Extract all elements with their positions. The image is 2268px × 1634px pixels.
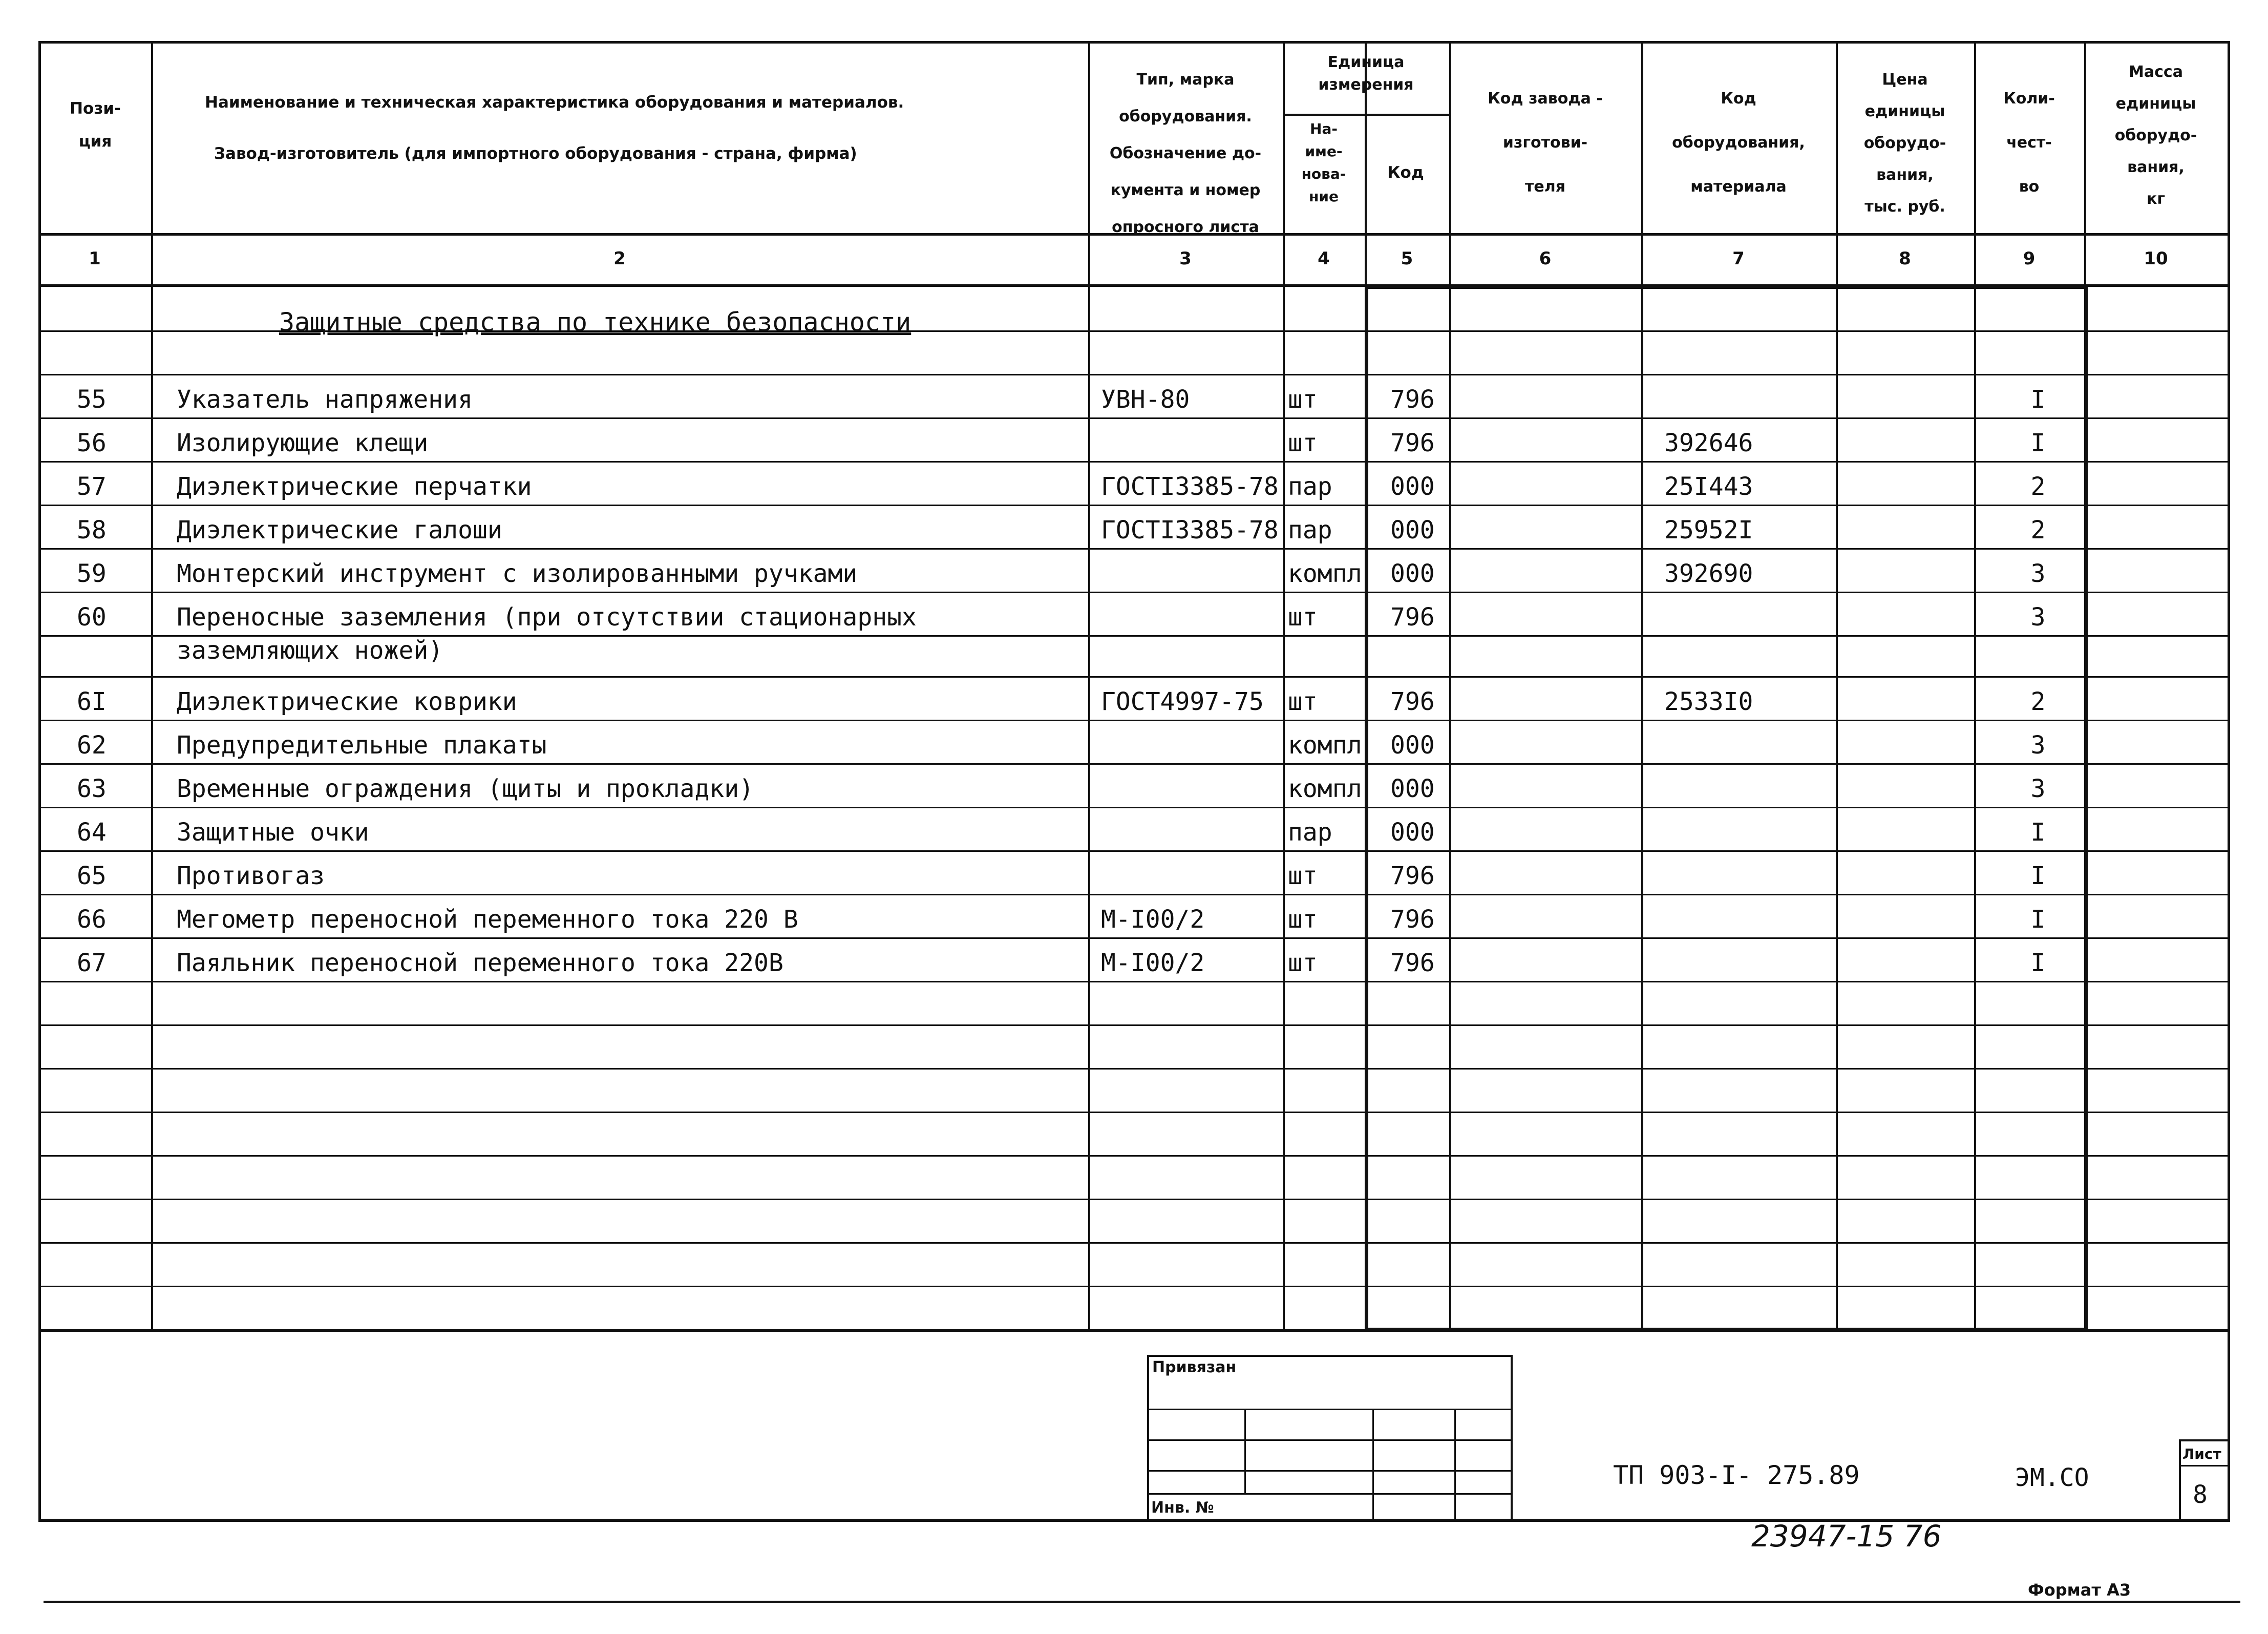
row-line [38,1112,2230,1113]
row-name: Временные ограждения (щиты и прокладки) [177,774,754,803]
column-divider [2228,41,2230,1519]
row-position: 6I [77,687,107,716]
row-unit: пар [1288,818,1332,847]
row-unit-code: 796 [1390,687,1435,716]
row-quantity: I [2030,949,2046,977]
row-unit-code: 796 [1390,603,1435,632]
row-position: 59 [77,559,107,588]
row-line [38,763,2230,765]
row-name: Защитные очки [177,818,369,847]
row-unit: шт [1288,949,1318,977]
row-line [38,807,2230,808]
row-line [38,720,2230,721]
column-number: 9 [2023,248,2036,269]
row-unit: пар [1288,472,1332,501]
row-name-continued: заземляющих ножей) [177,636,443,665]
row-line [38,1242,2230,1244]
header-position: Пози- ция [70,99,121,151]
row-name: Диэлектрические галоши [177,516,502,544]
row-unit-code: 000 [1390,559,1435,588]
stamp-line [1511,1355,1513,1519]
header-unit-group: Единица измерения [1318,53,1414,94]
row-position: 65 [77,862,107,890]
row-line [38,676,2230,678]
handwritten-number: 23947-15 76 [1751,1519,1942,1554]
column-number: 10 [2144,248,2168,269]
list-box-line [2179,1439,2181,1519]
row-unit: шт [1288,385,1318,414]
row-unit-code: 796 [1390,905,1435,934]
row-unit: пар [1288,516,1332,544]
header-quantity: Коли- чест- во [2003,90,2055,196]
header-mass: Масса единицы оборудо- вания, кг [2114,63,2197,208]
sheet-code: ЭМ.СО [2015,1463,2089,1492]
list-label: Лист [2182,1446,2221,1462]
row-line [38,505,2230,506]
row-line [38,894,2230,895]
page-bottom-line [44,1601,2240,1603]
row-type: М-I00/2 [1101,905,1205,934]
row-unit: компл [1288,559,1362,588]
row-quantity: 2 [2030,516,2046,544]
row-quantity: I [2030,429,2046,457]
row-equipment-code: 25I443 [1664,472,1753,501]
row-unit: шт [1288,429,1318,457]
row-line [38,981,2230,982]
row-unit-code: 000 [1390,818,1435,847]
row-unit-code: 796 [1390,862,1435,890]
row-unit-code: 796 [1390,429,1435,457]
row-line [38,374,2230,375]
column-number: 1 [89,248,101,269]
header-name-line2: Завод-изготовитель (для импортного оборудования - страна, фирма) [214,144,857,163]
column-number: 8 [1899,248,1911,269]
row-name: Диэлектрические перчатки [177,472,532,501]
stamp-line [1372,1409,1374,1519]
row-quantity: 3 [2030,603,2046,632]
stamp-privyazan: Привязан [1152,1358,1237,1376]
row-type: ГОСТ4997-75 [1101,687,1264,716]
row-line [38,937,2230,939]
row-quantity: I [2030,862,2046,890]
row-type: ГОСТI3385-78 [1101,516,1279,544]
stamp-line [1454,1409,1456,1519]
row-line [38,1155,2230,1157]
header-type: Тип, марка оборудования. Обозначение до- кумента и номер опросного листа [1109,71,1262,236]
header-factory-code: Код завода - изготови- теля [1488,90,1603,196]
row-unit: шт [1288,905,1318,934]
row-position: 55 [77,385,107,414]
unit-group-divider [1283,114,1449,116]
stamp-line [1147,1470,1511,1472]
row-quantity: I [2030,905,2046,934]
row-unit-code: 000 [1390,472,1435,501]
row-position: 62 [77,731,107,760]
header-top-line [38,41,2230,44]
stamp-inv-number: Инв. № [1151,1499,1214,1517]
row-unit: шт [1288,687,1318,716]
row-name: Монтерский инструмент с изолированными ручками [177,559,858,588]
list-box-line [2179,1465,2228,1467]
row-name: Переносные заземления (при отсутствии стационарных [177,603,917,632]
row-line [38,592,2230,593]
format-label: Формат А3 [2028,1580,2131,1600]
row-name: Паяльник переносной переменного тока 220В [177,949,783,977]
row-equipment-code: 2533I0 [1664,687,1753,716]
row-quantity: 3 [2030,731,2046,760]
stamp-line [1147,1409,1511,1410]
row-unit: шт [1288,862,1318,890]
row-type: ГОСТI3385-78 [1101,472,1279,501]
row-name: Диэлектрические коврики [177,687,517,716]
row-unit-code: 000 [1390,731,1435,760]
column-number: 5 [1401,248,1413,269]
row-unit: компл [1288,731,1362,760]
row-position: 57 [77,472,107,501]
row-name: Изолирующие клещи [177,429,429,457]
row-name: Противогаз [177,862,325,890]
row-name: Указатель напряжения [177,385,473,414]
row-line [38,1068,2230,1070]
row-unit: шт [1288,603,1318,632]
section-title: Защитные средства по технике безопасности [279,307,912,337]
row-unit-code: 796 [1390,385,1435,414]
document-code: ТП 903-I- 275.89 [1613,1460,1860,1490]
row-unit-code: 796 [1390,949,1435,977]
stamp-line [1147,1355,1511,1357]
row-line [38,461,2230,463]
row-unit-code: 000 [1390,774,1435,803]
column-number: 7 [1732,248,1745,269]
list-box-line [2179,1439,2228,1441]
row-position: 63 [77,774,107,803]
row-position: 66 [77,905,107,934]
header-name-line1: Наименование и техническая характеристика оборудования и материалов. [205,93,904,112]
row-name: Предупредительные плакаты [177,731,547,760]
row-line [38,1199,2230,1200]
header-unit-code: Код [1387,163,1424,182]
header-unit-name: На- име- нова- ние [1301,120,1346,205]
row-quantity: 3 [2030,559,2046,588]
row-line [38,1024,2230,1026]
header-price: Цена единицы оборудо- вания, тыс. руб. [1863,71,1946,216]
column-number: 4 [1318,248,1330,269]
stamp-line [1147,1493,1511,1495]
row-position: 58 [77,516,107,544]
row-line [38,1286,2230,1287]
row-equipment-code: 392646 [1664,429,1753,457]
column-number: 3 [1179,248,1192,269]
column-number: 6 [1539,248,1552,269]
column-number: 2 [613,248,626,269]
row-quantity: I [2030,385,2046,414]
row-unit: компл [1288,774,1362,803]
row-quantity: I [2030,818,2046,847]
bold-top-line [1365,286,2087,289]
row-type: М-I00/2 [1101,949,1205,977]
row-line [38,417,2230,419]
row-quantity: 2 [2030,472,2046,501]
row-unit-code: 000 [1390,516,1435,544]
stamp-line [1147,1439,1511,1441]
row-line [38,548,2230,550]
row-equipment-code: 392690 [1664,559,1753,588]
stamp-line [1244,1409,1246,1493]
row-quantity: 3 [2030,774,2046,803]
row-position: 67 [77,949,107,977]
list-number: 8 [2193,1480,2208,1509]
row-type: УВН-80 [1101,385,1190,414]
row-equipment-code: 25952I [1664,516,1753,544]
row-position: 64 [77,818,107,847]
row-position: 56 [77,429,107,457]
row-position: 60 [77,603,107,632]
bold-bottom-line [1365,1328,2087,1331]
row-quantity: 2 [2030,687,2046,716]
header-equipment-code: Код оборудования, материала [1672,90,1805,196]
row-name: Мегометр переносной переменного тока 220 В [177,905,798,934]
row-line [38,850,2230,852]
